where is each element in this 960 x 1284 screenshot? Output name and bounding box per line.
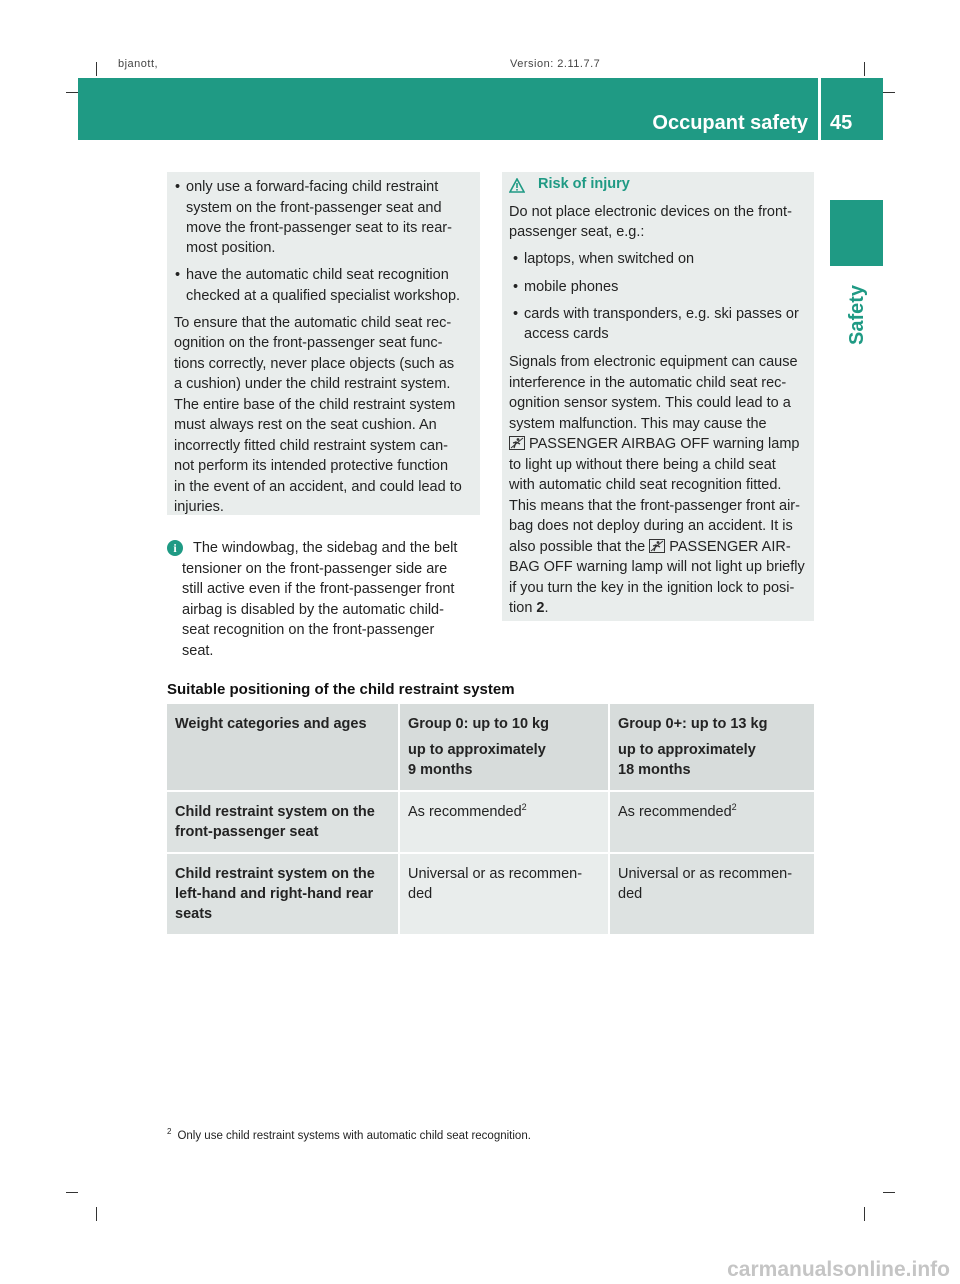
table-header-row (167, 704, 814, 791)
header-sub: 18 months (618, 762, 691, 778)
text-line: to light up without there being a child seat (509, 457, 776, 473)
header-sub: 9 months (408, 762, 473, 778)
text-line: system on the front-passenger seat and (186, 200, 442, 216)
text-fragment: tion (509, 600, 537, 616)
header-main: Group 0+: up to 13 kg (618, 716, 768, 732)
text-line: must always rest on the seat cushion. An (174, 417, 437, 433)
text-line: The windowbag, the sidebag and the belt (193, 540, 458, 556)
proof-version: Version: 2.11.7.7 (510, 58, 601, 70)
footnote-ref: 2 (521, 802, 527, 813)
text-line: This means that the front-passenger front air- (509, 498, 800, 514)
crop-mark (864, 62, 865, 76)
crop-mark (864, 1207, 865, 1221)
crop-mark (883, 92, 895, 93)
crop-mark (66, 92, 78, 93)
footnote-ref: 2 (731, 802, 737, 813)
header-main: Group 0: up to 10 kg (408, 716, 549, 732)
text-line (509, 598, 549, 619)
text-line: interference in the automatic child seat rec- (509, 375, 787, 391)
text-line: incorrectly fitted child restraint system can- (174, 438, 448, 454)
text-line (509, 434, 799, 455)
text-line: tions correctly, never place objects (such as (174, 356, 455, 372)
text-line: The entire base of the child restraint system (174, 397, 456, 413)
table-header-cell: Weight categories and ages (167, 704, 399, 791)
section-tab (830, 200, 883, 266)
text-line: passenger seat, e.g.: (509, 224, 645, 240)
info-icon: i (167, 540, 183, 556)
footnote-number: 2 (167, 1127, 172, 1137)
table-cell: Child restraint system on the front-passenger seat (167, 791, 399, 853)
table-cell: Child restraint system on the left-hand and right-hand rear seats (167, 853, 399, 934)
header-sub: up to approximately (408, 742, 546, 758)
text-line: seat. (182, 643, 214, 659)
text-line: with automatic child seat recognition fitted. (509, 477, 782, 493)
table-cell: Universal or as recommen-ded (399, 853, 609, 934)
table-row (167, 791, 814, 853)
text-line: ognition sensor system. This could lead to a (509, 395, 791, 411)
text-line: still active even if the front-passenger front (182, 581, 455, 597)
table-cell (609, 791, 814, 853)
bullet-line: • laptops, when switched on (524, 249, 694, 270)
text-line: BAG OFF warning lamp will not light up briefly (509, 559, 805, 575)
text-line: most position. (186, 240, 276, 256)
table-header-cell (399, 704, 609, 791)
position-number: 2 (536, 600, 545, 616)
text-line: access cards (524, 326, 609, 342)
proof-name: bjanott, (118, 58, 159, 70)
bullet-line: • only use a forward-facing child restraint (186, 177, 438, 198)
cell-text: As recommended (408, 804, 522, 820)
crop-mark (66, 1192, 78, 1193)
text-fragment: also possible that the (509, 539, 646, 555)
watermark: carmanualsonline.info (727, 1258, 950, 1281)
text-line: not perform its intended protective function (174, 458, 449, 474)
crop-mark (96, 1207, 97, 1221)
text-line (509, 537, 791, 558)
crop-mark (883, 1192, 895, 1193)
child-seat-table (167, 704, 814, 934)
text-line: injuries. (174, 499, 224, 515)
warning-heading: Risk of injury (538, 176, 630, 192)
bullet-line: • cards with transponders, e.g. ski passes or (524, 304, 799, 325)
table-header-cell (609, 704, 814, 791)
footnote-text: Only use child restraint systems with automatic child seat recognition. (177, 1130, 531, 1142)
page-title: Occupant safety (652, 112, 808, 134)
text-line: Do not place electronic devices on the front- (509, 204, 792, 220)
bullet-line: • have the automatic child seat recognition (186, 265, 449, 286)
text-fragment: PASSENGER AIR- (669, 539, 791, 555)
text-line: if you turn the key in the ignition lock to posi- (509, 580, 795, 596)
header-divider (818, 78, 821, 140)
warning-triangle-icon (509, 178, 525, 193)
airbag-off-icon (509, 436, 525, 450)
table-row (167, 853, 814, 934)
lamp-label: PASSENGER AIRBAG OFF warning lamp (529, 436, 800, 452)
cell-text: As recommended (618, 804, 732, 820)
text-line: bag does not deploy during an accident. It is (509, 518, 793, 534)
text-line: system malfunction. This may cause the (509, 416, 767, 432)
table-cell: Universal or as recommen-ded (609, 853, 814, 934)
section-heading: Suitable positioning of the child restraint system (167, 681, 515, 698)
bullet-line: • mobile phones (524, 277, 618, 298)
text-line: ognition on the front-passenger seat func- (174, 335, 443, 351)
page-number: 45 (830, 112, 853, 134)
text-line: a cushion) under the child restraint system. (174, 376, 451, 392)
footnote (167, 1127, 531, 1142)
text-line: tensioner on the front-passenger side are (182, 561, 448, 577)
airbag-off-icon (649, 539, 665, 553)
text-fragment: . (544, 600, 549, 616)
text-line: To ensure that the automatic child seat rec- (174, 315, 452, 331)
text-line: airbag is disabled by the automatic child- (182, 602, 444, 618)
text-line: in the event of an accident, and could lead to (174, 479, 462, 495)
text-line: checked at a qualified specialist workshop. (186, 288, 461, 304)
text-line: Signals from electronic equipment can cause (509, 354, 798, 370)
crop-mark (96, 62, 97, 76)
header-sub: up to approximately (618, 742, 756, 758)
text-line: seat recognition on the front-passenger (182, 622, 435, 638)
section-label: Safety (846, 284, 868, 345)
table-cell (399, 791, 609, 853)
text-line: move the front-passenger seat to its rear- (186, 220, 452, 236)
